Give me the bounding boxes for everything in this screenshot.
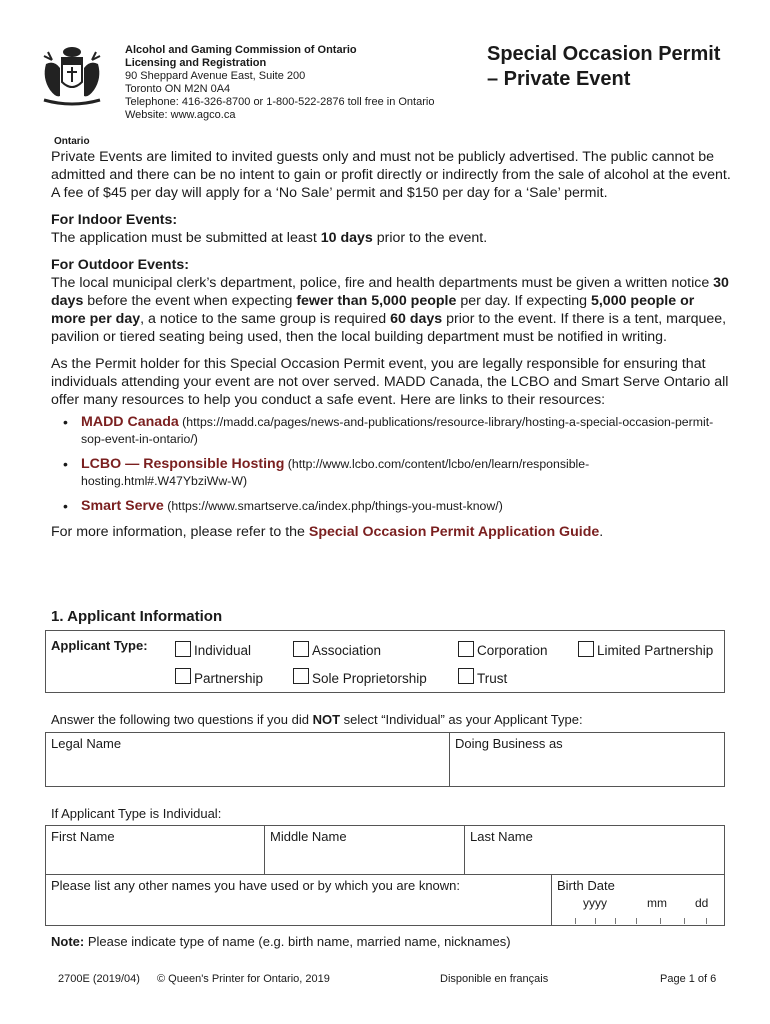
ontario-coat-of-arms-icon bbox=[40, 44, 104, 110]
document-title bbox=[487, 42, 720, 92]
first-name-label: First Name bbox=[51, 829, 115, 844]
page-number: Page 1 of 6 bbox=[660, 973, 717, 985]
title-line-2: – Private Event bbox=[487, 68, 631, 90]
indoor-events-section bbox=[51, 211, 731, 247]
partnership-checkbox[interactable] bbox=[175, 668, 191, 684]
french-availability: Disponible en français bbox=[440, 973, 549, 985]
divider bbox=[464, 825, 465, 874]
smart-serve-link[interactable]: Smart Serve bbox=[81, 498, 164, 514]
other-names-label: Please list any other names you have used or by which you are known: bbox=[51, 878, 461, 893]
list-item: • LCBO — Responsible Hosting (http://www.lcbo.com/content/lcbo/en/learn/responsible-hosting.html#.W47YbziWw-W) bbox=[63, 456, 590, 488]
other-names-input[interactable] bbox=[47, 895, 549, 924]
association-label: Association bbox=[312, 643, 382, 658]
legal-name-input[interactable] bbox=[47, 752, 447, 785]
trust-checkbox[interactable] bbox=[458, 668, 474, 684]
address-line: 90 Sheppard Avenue East, Suite 200 bbox=[125, 70, 306, 82]
copyright: © Queen's Printer for Ontario, 2019 bbox=[157, 973, 330, 985]
title-line-1: Special Occasion Permit bbox=[487, 43, 721, 65]
date-tick bbox=[636, 918, 637, 924]
list-item: • Smart Serve (https://www.smartserve.ca/index.php/things-you-must-know/) bbox=[63, 498, 503, 514]
madd-url: (https://madd.ca/pages/news-and-publications/resource-library/hosting-a-special-occasion-permit-sop-event-in-ontario/) bbox=[81, 415, 714, 446]
more-info-paragraph: For more information, please refer to the Special Occasion Permit Application Guide. bbox=[51, 524, 604, 540]
trust-label: Trust bbox=[477, 671, 508, 686]
agency-division: Licensing and Registration bbox=[125, 57, 267, 69]
middle-name-label: Middle Name bbox=[270, 829, 347, 844]
logo-wordmark: Ontario bbox=[54, 136, 90, 147]
section-title: 1. Applicant Information bbox=[51, 608, 223, 625]
applicant-type-label: Applicant Type: bbox=[51, 638, 148, 653]
birth-date-label: Birth Date bbox=[557, 878, 615, 893]
sole-proprietorship-checkbox[interactable] bbox=[293, 668, 309, 684]
resources-paragraph: As the Permit holder for this Special Occasion Permit event, you are legally responsible for ensuring that individuals attending your event are not over served. MADD Canada, the LCBO and Smart Serve Ontario all offer many resources to help you conduct a safe event. Here are links to their resources: bbox=[51, 356, 729, 408]
middle-name-input[interactable] bbox=[266, 846, 462, 872]
limited-partnership-checkbox[interactable] bbox=[578, 641, 594, 657]
lcbo-link[interactable]: LCBO — Responsible Hosting bbox=[81, 456, 285, 472]
date-tick bbox=[575, 918, 576, 924]
agency-block bbox=[125, 44, 434, 122]
website-line: Website: www.agco.ca bbox=[125, 109, 236, 121]
individual-checkbox[interactable] bbox=[175, 641, 191, 657]
birth-month-label: mm bbox=[647, 896, 667, 910]
doing-business-label: Doing Business as bbox=[455, 736, 563, 751]
birth-year-label: yyyy bbox=[583, 896, 607, 910]
last-name-input[interactable] bbox=[466, 846, 723, 872]
date-tick bbox=[706, 918, 707, 924]
indoor-text: The application must be submitted at least 10 days prior to the event. bbox=[51, 230, 488, 246]
first-name-input[interactable] bbox=[47, 846, 262, 872]
date-tick bbox=[615, 918, 616, 924]
divider bbox=[551, 874, 552, 926]
address-line: Toronto ON M2N 0A4 bbox=[125, 83, 231, 95]
agency-name: Alcohol and Gaming Commission of Ontario bbox=[125, 44, 357, 56]
outdoor-events-section bbox=[51, 256, 731, 346]
limited-partnership-label: Limited Partnership bbox=[597, 643, 714, 658]
association-checkbox[interactable] bbox=[293, 641, 309, 657]
telephone-line: Telephone: 416-326-8700 or 1-800-522-2876 toll free in Ontario bbox=[125, 96, 435, 108]
application-guide-link[interactable]: Special Occasion Permit Application Guide bbox=[308, 524, 600, 540]
date-tick bbox=[684, 918, 685, 924]
intro-paragraph: Private Events are limited to invited guests only and must not be publicly advertised. The public cannot be admitted and there can be no intent to gain or profit directly or indirectly from the sale of alcohol at the event. A fee of $45 per day will apply for a ‘No Sale’ permit and $150 per day for a ‘Sale’ permit. bbox=[51, 149, 731, 201]
smart-serve-url: (https://www.smartserve.ca/index.php/things-you-must-know/) bbox=[167, 499, 503, 513]
outdoor-text: The local municipal clerk’s department, police, fire and health departments must be given a written notice 30 days before the event when expecting fewer than 5,000 people per day. If expecting 5,000 people or more per day, a notice to the same group is required 60 days prior to the event. If there is a tent, marquee, pavilion or tiered seating being used, then the local building department must be notified in writing. bbox=[51, 275, 729, 345]
instructions bbox=[51, 148, 731, 541]
legal-name-label: Legal Name bbox=[51, 736, 122, 751]
lcbo-url: (http://www.lcbo.com/content/lcbo/en/learn/responsible-hosting.html#.W47YbziWw-W) bbox=[81, 457, 590, 488]
form-number: 2700E (2019/04) bbox=[58, 973, 140, 985]
list-item: • MADD Canada (https://madd.ca/pages/news-and-publications/resource-library/hosting-a-special-occasion-permit-sop-event-in-ontario/) bbox=[63, 414, 714, 446]
last-name-label: Last Name bbox=[470, 829, 533, 844]
resource-links bbox=[51, 414, 731, 515]
divider bbox=[45, 874, 725, 875]
individual-label: Individual bbox=[194, 643, 252, 658]
divider bbox=[449, 732, 450, 787]
birth-day-label: dd bbox=[695, 896, 709, 910]
doing-business-input[interactable] bbox=[451, 752, 723, 785]
name-note: Note: Please indicate type of name (e.g. birth name, married name, nicknames) bbox=[51, 934, 511, 949]
sole-proprietorship-label: Sole Proprietorship bbox=[312, 671, 427, 686]
header bbox=[36, 40, 736, 147]
outdoor-heading: For Outdoor Events: bbox=[51, 257, 189, 273]
non-individual-instruction: Answer the following two questions if you did NOT select “Individual” as your Applicant Type: bbox=[51, 712, 583, 727]
corporation-checkbox[interactable] bbox=[458, 641, 474, 657]
corporation-label: Corporation bbox=[477, 643, 548, 658]
individual-instruction: If Applicant Type is Individual: bbox=[51, 806, 222, 821]
date-tick bbox=[660, 918, 661, 924]
madd-link[interactable]: MADD Canada bbox=[81, 414, 179, 430]
partnership-label: Partnership bbox=[194, 671, 264, 686]
date-tick bbox=[595, 918, 596, 924]
divider bbox=[264, 825, 265, 874]
indoor-heading: For Indoor Events: bbox=[51, 212, 178, 228]
birth-date-input[interactable] bbox=[557, 910, 719, 924]
